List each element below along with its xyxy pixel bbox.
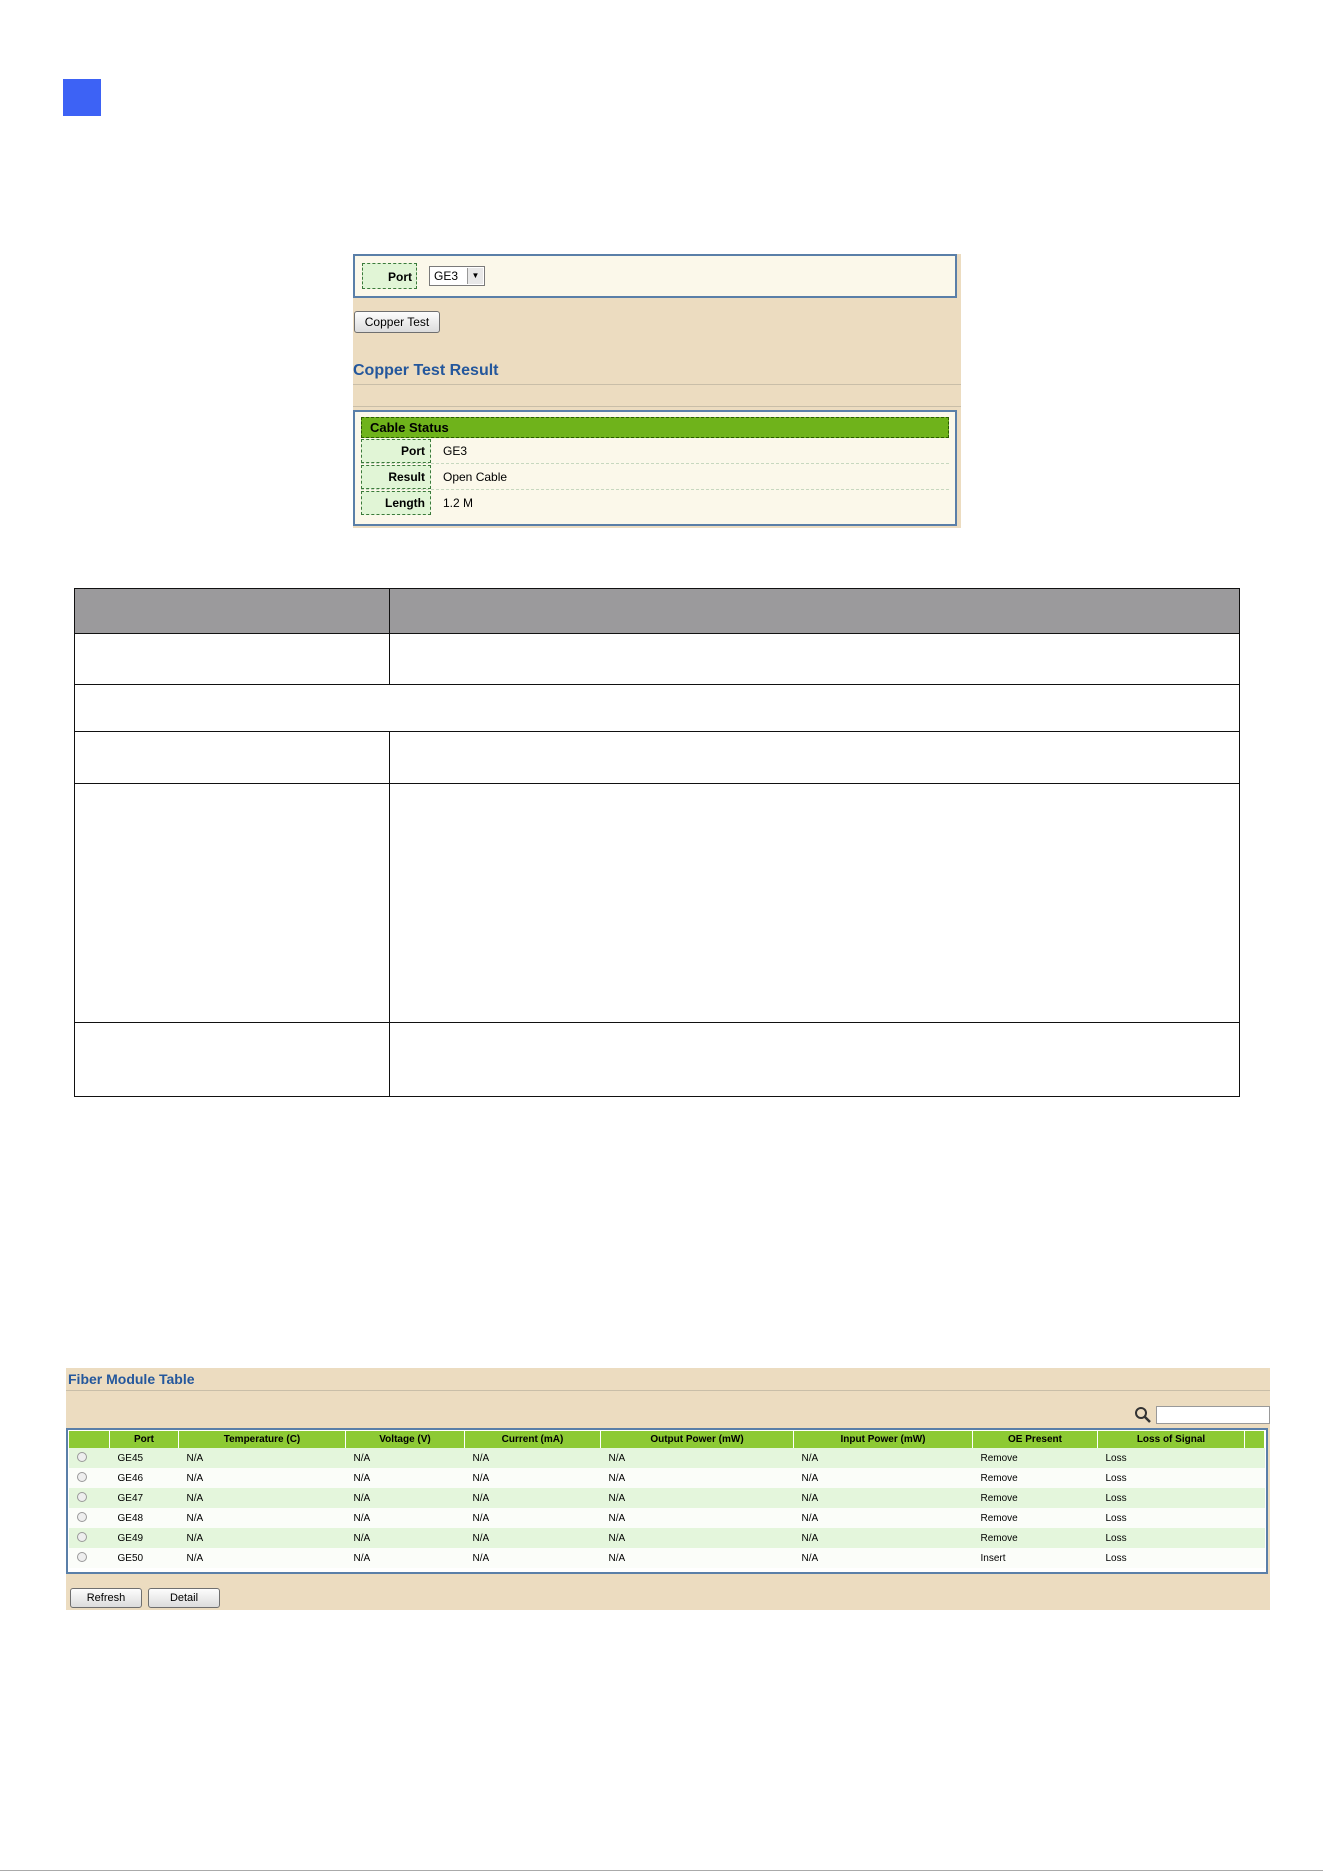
divider [66,1390,1270,1391]
table-cell [75,634,390,685]
cell-input-power: N/A [794,1448,973,1468]
row-select-radio[interactable] [69,1468,110,1488]
column-header-loss-of-signal: Loss of Signal [1098,1431,1245,1448]
cell-input-power: N/A [794,1508,973,1528]
cell-current: N/A [465,1488,601,1508]
table-row[interactable] [69,1528,1265,1548]
copper-test-button[interactable]: Copper Test [354,311,440,333]
column-header-oe-present: OE Present [973,1431,1098,1448]
cell-input-power: N/A [794,1528,973,1548]
table-cell [75,732,390,784]
table-header-row [69,1431,1265,1448]
copper-test-panel [353,254,961,528]
cell-oe-present: Remove [973,1508,1098,1528]
table-cell [390,784,1240,1023]
row-divider [361,489,949,490]
port-select[interactable] [429,266,485,286]
table-row[interactable] [69,1548,1265,1568]
table-header-cell [390,589,1240,634]
column-header-filler [1245,1431,1265,1448]
search-icon[interactable] [1134,1406,1152,1424]
refresh-button[interactable]: Refresh [70,1588,142,1608]
row-divider [361,463,949,464]
fiber-module-panel [66,1368,1270,1610]
cell-temperature: N/A [179,1528,346,1548]
row-select-radio[interactable] [69,1508,110,1528]
cell-filler [1245,1548,1265,1568]
column-header-output-power: Output Power (mW) [601,1431,794,1448]
divider [353,384,961,385]
section-marker-square [63,79,101,116]
cell-output-power: N/A [601,1448,794,1468]
cell-port: GE48 [110,1508,179,1528]
cell-current: N/A [465,1468,601,1488]
copper-test-result-title: Copper Test Result [353,362,499,379]
table-cell [390,732,1240,784]
table-cell [390,634,1240,685]
chevron-down-icon[interactable]: ▼ [467,268,483,284]
port-select-value: GE3 [434,269,459,283]
cell-voltage: N/A [346,1468,465,1488]
search-input[interactable] [1156,1406,1270,1424]
cell-loss-of-signal: Loss [1098,1548,1245,1568]
table-header-row [75,589,1240,634]
cable-status-box [353,410,957,526]
row-select-radio[interactable] [69,1528,110,1548]
column-header-voltage: Voltage (V) [346,1431,465,1448]
cell-loss-of-signal: Loss [1098,1488,1245,1508]
cell-temperature: N/A [179,1548,346,1568]
column-header-current: Current (mA) [465,1431,601,1448]
cell-current: N/A [465,1508,601,1528]
cell-loss-of-signal: Loss [1098,1508,1245,1528]
table-row [75,784,1240,1023]
cell-voltage: N/A [346,1508,465,1528]
row-select-radio[interactable] [69,1448,110,1468]
table-row[interactable] [69,1468,1265,1488]
cell-output-power: N/A [601,1548,794,1568]
table-cell [75,784,390,1023]
cell-output-power: N/A [601,1488,794,1508]
port-selector-box [353,254,957,298]
cell-output-power: N/A [601,1508,794,1528]
row-select-radio[interactable] [69,1548,110,1568]
cell-port: GE45 [110,1448,179,1468]
cable-status-header: Cable Status [361,417,949,438]
cell-oe-present: Remove [973,1488,1098,1508]
cell-port: GE49 [110,1528,179,1548]
table-row[interactable] [69,1448,1265,1468]
cell-input-power: N/A [794,1468,973,1488]
table-row[interactable] [69,1508,1265,1528]
cell-oe-present: Remove [973,1468,1098,1488]
cell-loss-of-signal: Loss [1098,1448,1245,1468]
cell-output-power: N/A [601,1468,794,1488]
port-label: Port [362,263,417,289]
cell-oe-present: Remove [973,1528,1098,1548]
cell-current: N/A [465,1548,601,1568]
cell-oe-present: Insert [973,1548,1098,1568]
page-bottom-rule [0,1870,1323,1871]
fiber-table-box [66,1428,1268,1574]
detail-button[interactable]: Detail [148,1588,220,1608]
status-length-value: 1.2 M [443,496,474,510]
cell-filler [1245,1508,1265,1528]
divider [353,406,961,407]
status-length-label: Length [361,491,431,515]
status-result-label: Result [361,465,431,489]
cell-voltage: N/A [346,1488,465,1508]
cell-temperature: N/A [179,1488,346,1508]
table-cell [75,1023,390,1097]
cell-filler [1245,1468,1265,1488]
cell-input-power: N/A [794,1488,973,1508]
cell-filler [1245,1488,1265,1508]
status-result-value: Open Cable [443,470,508,484]
status-port-label: Port [361,439,431,463]
table-cell [75,685,1240,732]
cell-filler [1245,1528,1265,1548]
cell-loss-of-signal: Loss [1098,1528,1245,1548]
table-row[interactable] [69,1488,1265,1508]
cell-current: N/A [465,1448,601,1468]
fiber-module-table [69,1431,1265,1568]
row-select-radio[interactable] [69,1488,110,1508]
cell-port: GE50 [110,1548,179,1568]
cell-voltage: N/A [346,1448,465,1468]
cell-voltage: N/A [346,1528,465,1548]
cell-temperature: N/A [179,1468,346,1488]
select-column-header [69,1431,110,1448]
cell-voltage: N/A [346,1548,465,1568]
column-header-input-power: Input Power (mW) [794,1431,973,1448]
cell-filler [1245,1448,1265,1468]
cell-temperature: N/A [179,1508,346,1528]
description-table [74,588,1240,1097]
column-header-temperature: Temperature (C) [179,1431,346,1448]
table-row [75,732,1240,784]
cell-input-power: N/A [794,1548,973,1568]
cell-loss-of-signal: Loss [1098,1468,1245,1488]
table-row [75,685,1240,732]
cell-port: GE46 [110,1468,179,1488]
status-port-value: GE3 [443,444,468,458]
cell-temperature: N/A [179,1448,346,1468]
table-row [75,634,1240,685]
column-header-port: Port [110,1431,179,1448]
table-row [75,1023,1240,1097]
table-cell [390,1023,1240,1097]
cell-oe-present: Remove [973,1448,1098,1468]
table-header-cell [75,589,390,634]
cell-current: N/A [465,1528,601,1548]
cell-port: GE47 [110,1488,179,1508]
cell-output-power: N/A [601,1528,794,1548]
fiber-module-table-title: Fiber Module Table [68,1371,195,1387]
